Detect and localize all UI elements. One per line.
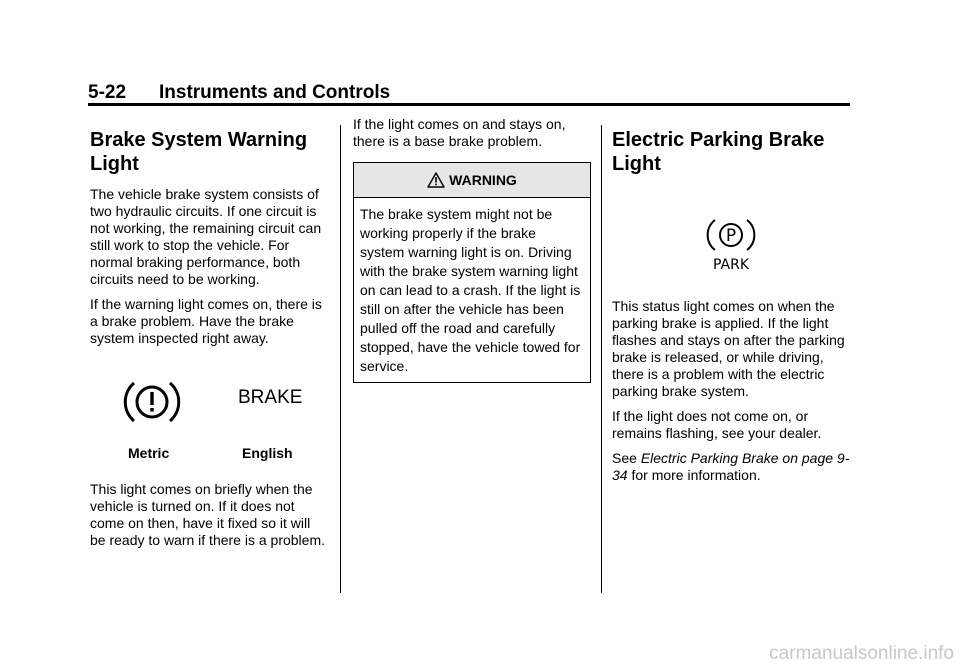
label-metric: Metric bbox=[128, 445, 170, 461]
park-brake-icon bbox=[706, 214, 756, 272]
brake-warning-icon bbox=[122, 377, 182, 427]
column-brake-warning-continued bbox=[353, 116, 591, 383]
warning-box bbox=[353, 162, 591, 383]
parking-brake-paragraph-3 bbox=[612, 450, 850, 484]
column-electric-parking-brake bbox=[612, 128, 850, 492]
parking-brake-paragraph-1: This status light comes on when the parking brake is applied. If the light flashes and stays on after the parking brake is released, or while driving, there is a problem with the electric parking brake system. bbox=[612, 298, 845, 399]
watermark: carmanualsonline.info bbox=[769, 643, 954, 664]
warning-title: WARNING bbox=[449, 172, 517, 188]
column-brake-system-warning bbox=[90, 128, 328, 557]
warning-text: The brake system might not be working properly if the brake system warning light is on. Driving with the brake system warning light on can lead to a crash. If the light is still on after the vehicle has been pulled off the road and carefully stopped, have the vehicle towed for service. bbox=[360, 206, 581, 374]
column-divider-2 bbox=[601, 125, 602, 593]
base-brake-paragraph: If the light comes on and stays on, there is a base brake problem. bbox=[353, 116, 566, 149]
header-rule bbox=[88, 103, 850, 106]
cross-reference-link[interactable]: Electric Parking Brake on page 9-34 bbox=[612, 450, 850, 483]
park-icon-text: PARK bbox=[712, 257, 750, 272]
see-prefix: See bbox=[612, 450, 641, 466]
warning-box-body bbox=[354, 198, 590, 382]
brake-warning-heading: Brake System Warning Light bbox=[90, 129, 308, 175]
brake-icon-labels bbox=[90, 445, 328, 465]
parking-brake-paragraph-2: If the light does not come on, or remains flashing, see your dealer. bbox=[612, 408, 822, 441]
warning-box-header bbox=[354, 163, 590, 198]
label-english: English bbox=[242, 445, 293, 461]
brake-warning-paragraph-1: The vehicle brake system consists of two hydraulic circuits. If one circuit is not working, the remaining circuit can still work to stop the vehicle. For normal braking performance, both circuits need to be working. bbox=[90, 186, 322, 287]
column-divider-1 bbox=[340, 125, 341, 593]
brake-warning-paragraph-2: If the warning light comes on, there is a brake problem. Have the brake system inspected right away. bbox=[90, 296, 322, 346]
see-suffix: for more information. bbox=[627, 467, 761, 483]
brake-warning-paragraph-3: This light comes on briefly when the vehicle is turned on. If it does not come on then, have it fixed so it will be ready to warn if there is a problem. bbox=[90, 481, 326, 548]
brake-english-icon-text: BRAKE bbox=[238, 387, 303, 408]
section-title: Instruments and Controls bbox=[159, 82, 391, 103]
warning-triangle-icon bbox=[427, 172, 445, 188]
page-number: 5-22 bbox=[88, 82, 127, 103]
parking-brake-heading: Electric Parking Brake Light bbox=[612, 129, 825, 175]
park-icon-letter: P bbox=[725, 226, 737, 246]
brake-icons-row bbox=[90, 371, 328, 433]
